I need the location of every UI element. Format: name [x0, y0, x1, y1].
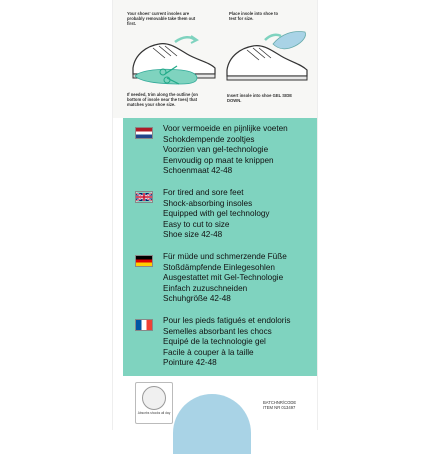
shock-absorb-icon	[142, 386, 166, 410]
batch-code: BATCHNR/CODE	[263, 400, 297, 405]
shock-absorb-badge	[135, 382, 173, 424]
instruction-step-4: Insert insole into shoe GEL SIDE DOWN.	[227, 93, 293, 103]
line: Shock-absorbing insoles	[163, 198, 253, 208]
language-block-de	[123, 248, 317, 308]
item-number: ITEM NR 013497	[263, 405, 296, 411]
line: Schoenmaat 42-48	[163, 166, 233, 176]
line: Schokdempende zooltjes	[163, 134, 255, 144]
trim-insole-illustration	[131, 62, 201, 88]
language-lines	[163, 124, 288, 177]
line: Eenvoudig op maat te knippen	[163, 155, 274, 165]
dutch-flag-icon	[135, 127, 153, 139]
line: For tired and sore feet	[163, 188, 244, 197]
line: Voor vermoeide en pijnlijke voeten	[163, 124, 288, 133]
line: Pour les pieds fatigués et endoloris	[163, 316, 291, 325]
gel-insole-image	[173, 394, 251, 454]
instruction-step-1: Your shoes' current insoles are probably removable take them out first.	[127, 11, 196, 26]
language-block-nl	[123, 120, 317, 180]
language-panel	[123, 118, 317, 376]
language-lines	[163, 316, 290, 369]
line: Voorzien van gel-technologie	[163, 145, 269, 155]
uk-flag-icon	[135, 191, 153, 203]
bottom-panel	[113, 376, 317, 430]
shoe-insert-insole-illustration	[221, 26, 313, 88]
line: Für müde und schmerzende Füße	[163, 252, 287, 261]
line: Ausgestattet mit Gel-Technologie	[163, 273, 284, 283]
badge-text: Absorbs shocks all day	[137, 411, 171, 415]
line: Equipé de la technologie gel	[163, 337, 266, 347]
line: Facile à couper à la taille	[163, 347, 254, 357]
line: Einfach zuzuschneiden	[163, 283, 248, 293]
line: Schuhgröße 42-48	[163, 294, 231, 304]
line: Semelles absorbant les chocs	[163, 326, 272, 336]
language-lines	[163, 252, 287, 305]
line: Equipped with gel technology	[163, 209, 270, 219]
line: Pointure 42-48	[163, 358, 217, 368]
instruction-step-3: If needed, trim along the outline (on bottom of insole near the toes) that matches your shoe size.	[127, 92, 198, 107]
german-flag-icon	[135, 255, 153, 267]
line: Stoßdämpfende Einlegesohlen	[163, 262, 275, 272]
insole-package	[112, 0, 318, 430]
language-block-uk	[123, 184, 317, 244]
line: Easy to cut to size	[163, 219, 230, 229]
french-flag-icon	[135, 319, 153, 331]
language-lines	[163, 188, 270, 241]
language-block-fr	[123, 312, 317, 372]
instruction-step-2: Place insole into shoe to test for size.	[229, 11, 279, 21]
line: Shoe size 42-48	[163, 230, 223, 240]
batch-info	[263, 400, 296, 410]
instruction-panel	[113, 0, 317, 118]
